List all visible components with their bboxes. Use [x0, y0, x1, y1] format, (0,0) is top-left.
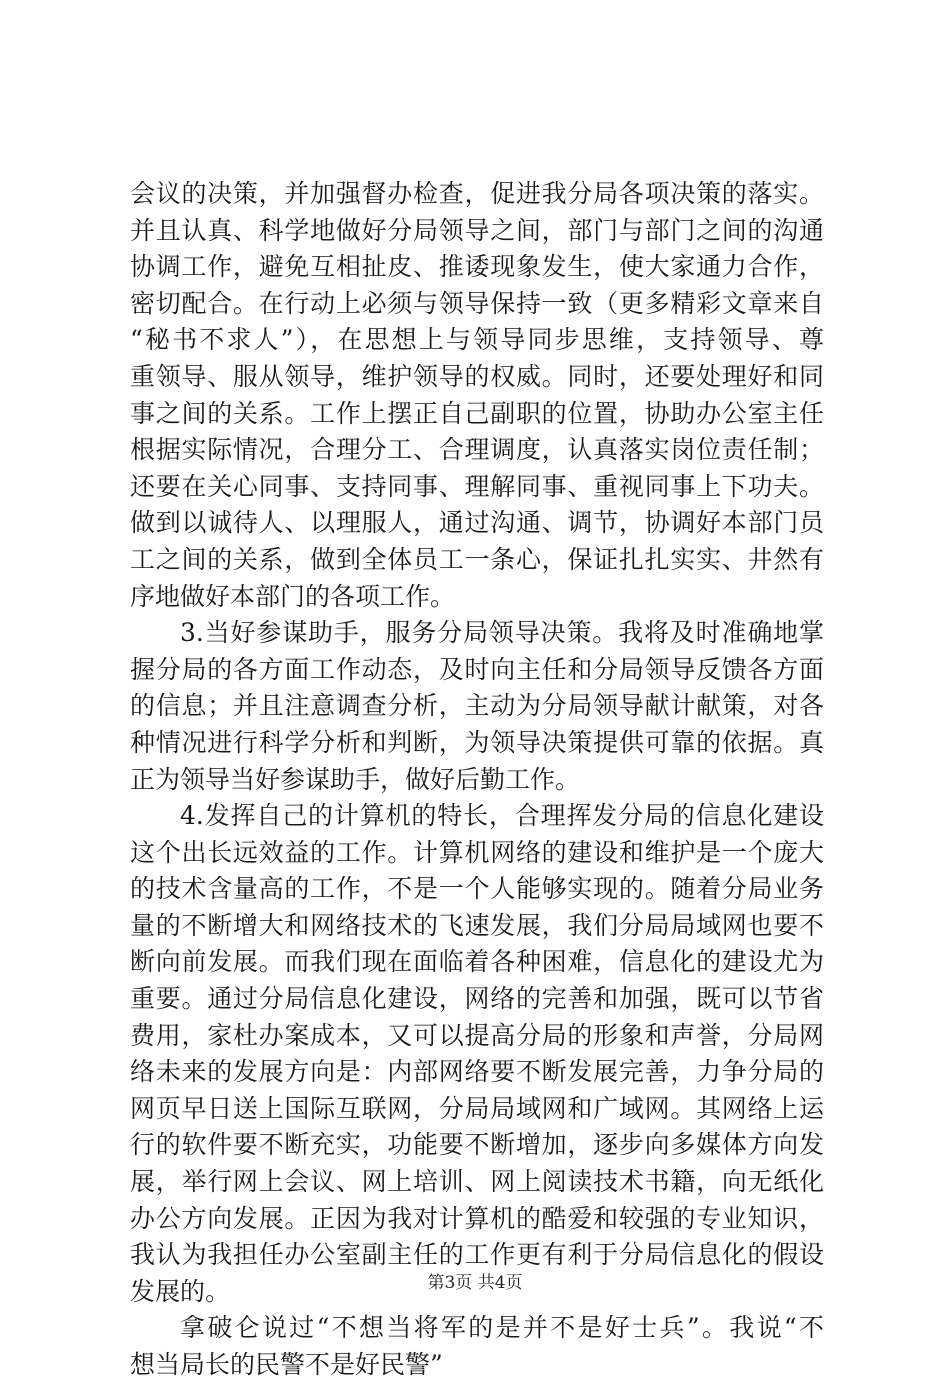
text-line: 我认为我担任办公室副主任的工作更有利于分局信息化的假设 [130, 1240, 824, 1270]
text-line: 想当局长的民警不是好民警” [130, 1350, 443, 1379]
text-line: 握分局的各方面工作动态，及时向主任和分局领导反馈各方面 [130, 654, 824, 684]
text-line: 根据实际情况，合理分工、合理调度，认真落实岗位责任制； [130, 435, 824, 465]
text-line: 还要在关心同事、支持同事、理解同事、重视同事上下功夫。 [130, 471, 824, 501]
text-line: 事之间的关系。工作上摆正自己副职的位置，协助办公室主任 [130, 398, 824, 428]
text-line: 的信息；并且注意调查分析，主动为分局领导献计献策，对各 [130, 691, 824, 721]
text-line: 工之间的关系，做到全体员工一条心，保证扎扎实实、井然有 [130, 544, 824, 574]
text-line: 序地做好本部门的各项工作。 [130, 581, 456, 611]
text-line: 的技术含量高的工作，不是一个人能够实现的。随着分局业务 [130, 874, 824, 904]
text-line: 这个出长远效益的工作。计算机网络的建设和维护是一个庞大 [130, 837, 824, 867]
text-line: 重领导、服从领导，维护领导的权威。同时，还要处理好和同 [130, 361, 824, 391]
text-line: 重要。通过分局信息化建设，网络的完善和加强，既可以节省 [130, 984, 824, 1014]
text-line: 会议的决策，并加强督办检查，促进我分局各项决策的落实。 [130, 179, 824, 208]
page-footer: 第3页 共4页 [427, 1273, 523, 1293]
text-line: 展，举行网上会议、网上培训、网上阅读技术书籍，向无纸化 [130, 1167, 824, 1197]
paragraph-2 [130, 615, 824, 798]
text-line: “秘书不求人”），在思想上与领导同步思维，支持领导、尊 [130, 325, 824, 355]
text-line: 并且认真、科学地做好分局领导之间，部门与部门之间的沟通 [130, 215, 824, 245]
text-line: 网页早日送上国际互联网，分局局域网和广域网。其网络上运 [130, 1093, 824, 1123]
document-body [130, 176, 824, 1384]
paragraph-1 [130, 176, 824, 615]
text-line: 络未来的发展方向是：内部网络要不断发展完善，力争分局的 [130, 1057, 824, 1087]
text-line: 4.发挥自己的计算机的特长，合理挥发分局的信息化建设 [180, 801, 824, 831]
text-line: 做到以诚待人、以理服人，通过沟通、调节，协调好本部门员 [130, 508, 824, 538]
text-line: 密切配合。在行动上必须与领导保持一致（更多精彩文章来自 [130, 288, 824, 318]
text-line: 量的不断增大和网络技术的飞速发展，我们分局局域网也要不 [130, 910, 824, 940]
text-line: 拿破仑说过“不想当将军的是并不是好士兵”。我说“不 [180, 1313, 824, 1343]
text-line: 种情况进行科学分析和判断，为领导决策提供可靠的依据。真 [130, 727, 824, 757]
text-line: 费用，家杜办案成本，又可以提高分局的形象和声誉，分局网 [130, 1020, 824, 1050]
text-line: 协调工作，避免互相扯皮、推诿现象发生，使大家通力合作， [130, 252, 824, 282]
text-line: 行的软件要不断充实，功能要不断增加，逐步向多媒体方向发 [130, 1130, 824, 1160]
text-line: 发展的。 [130, 1276, 231, 1306]
text-line: 3.当好参谋助手，服务分局领导决策。我将及时准确地掌 [180, 618, 824, 648]
paragraph-3 [130, 798, 824, 1310]
text-line: 正为领导当好参谋助手，做好后勤工作。 [130, 764, 581, 794]
text-line: 断向前发展。而我们现在面临着各种困难，信息化的建设尤为 [130, 947, 824, 977]
paragraph-4 [130, 1310, 824, 1383]
text-line: 办公方向发展。正因为我对计算机的酷爱和较强的专业知识， [130, 1203, 824, 1233]
